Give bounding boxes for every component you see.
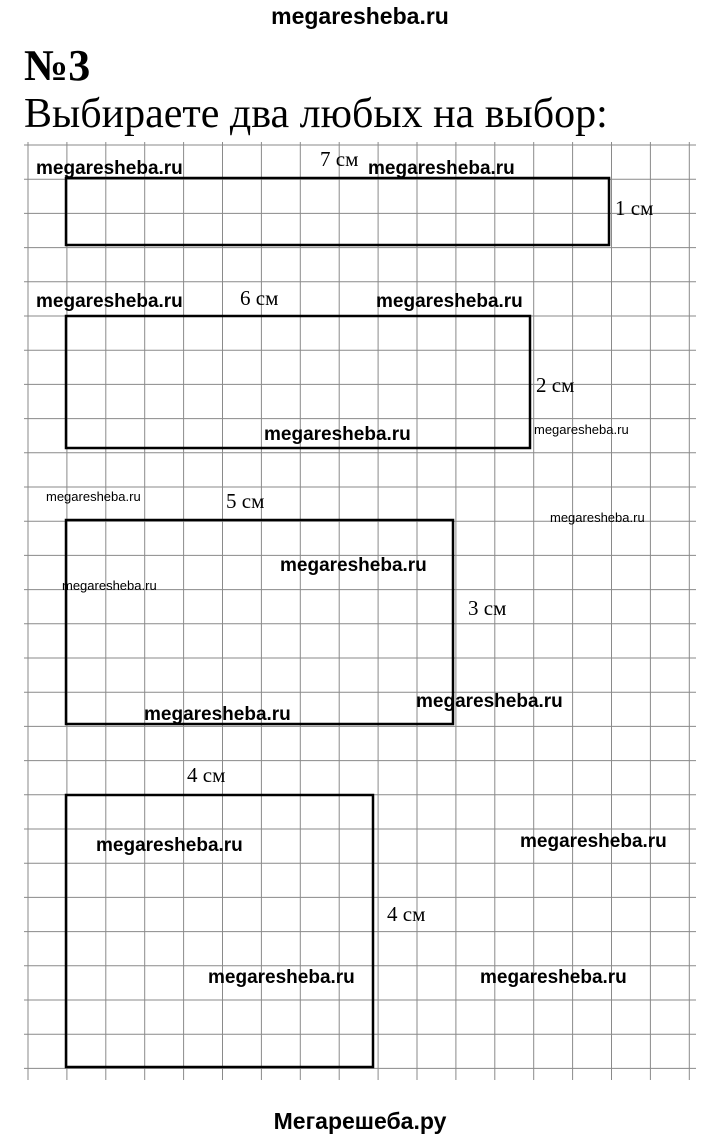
watermark: megaresheba.ru bbox=[96, 835, 243, 856]
rect4-width-label: 4 см bbox=[187, 763, 226, 787]
rect4-height-label: 4 см bbox=[387, 902, 426, 926]
watermark: megaresheba.ru bbox=[36, 291, 183, 312]
grid-lines bbox=[24, 142, 696, 1080]
watermark: megaresheba.ru bbox=[520, 831, 667, 852]
rectangle-7x1 bbox=[66, 178, 609, 245]
rect3-height-label: 3 см bbox=[468, 596, 507, 620]
watermark-small: megaresheba.ru bbox=[46, 489, 141, 504]
rect3-width-label: 5 см bbox=[226, 489, 265, 513]
rectangle-5x3 bbox=[66, 520, 453, 724]
watermark: megaresheba.ru bbox=[416, 691, 563, 712]
watermark-small: megaresheba.ru bbox=[534, 422, 629, 437]
watermark: megaresheba.ru bbox=[480, 967, 627, 988]
watermark: megaresheba.ru bbox=[368, 158, 515, 179]
watermark: megaresheba.ru bbox=[264, 424, 411, 445]
watermark: megaresheba.ru bbox=[376, 291, 523, 312]
watermark: megaresheba.ru bbox=[144, 704, 291, 725]
rect1-height-label: 1 см bbox=[615, 196, 654, 220]
watermark-small: megaresheba.ru bbox=[550, 510, 645, 525]
task-instruction: Выбираете два любых на выбор: bbox=[24, 91, 608, 137]
watermark: megaresheba.ru bbox=[208, 967, 355, 988]
watermark-small: megaresheba.ru bbox=[62, 578, 157, 593]
rect1-width-label: 7 см bbox=[320, 147, 359, 171]
rect2-height-label: 2 см bbox=[536, 373, 575, 397]
site-footer-watermark: Мегарешеба.ру bbox=[273, 1108, 447, 1134]
watermark: megaresheba.ru bbox=[280, 555, 427, 576]
task-number: №3 bbox=[24, 41, 91, 90]
rect2-width-label: 6 см bbox=[240, 286, 279, 310]
watermark: megaresheba.ru bbox=[36, 158, 183, 179]
site-header-watermark: megaresheba.ru bbox=[271, 3, 449, 29]
